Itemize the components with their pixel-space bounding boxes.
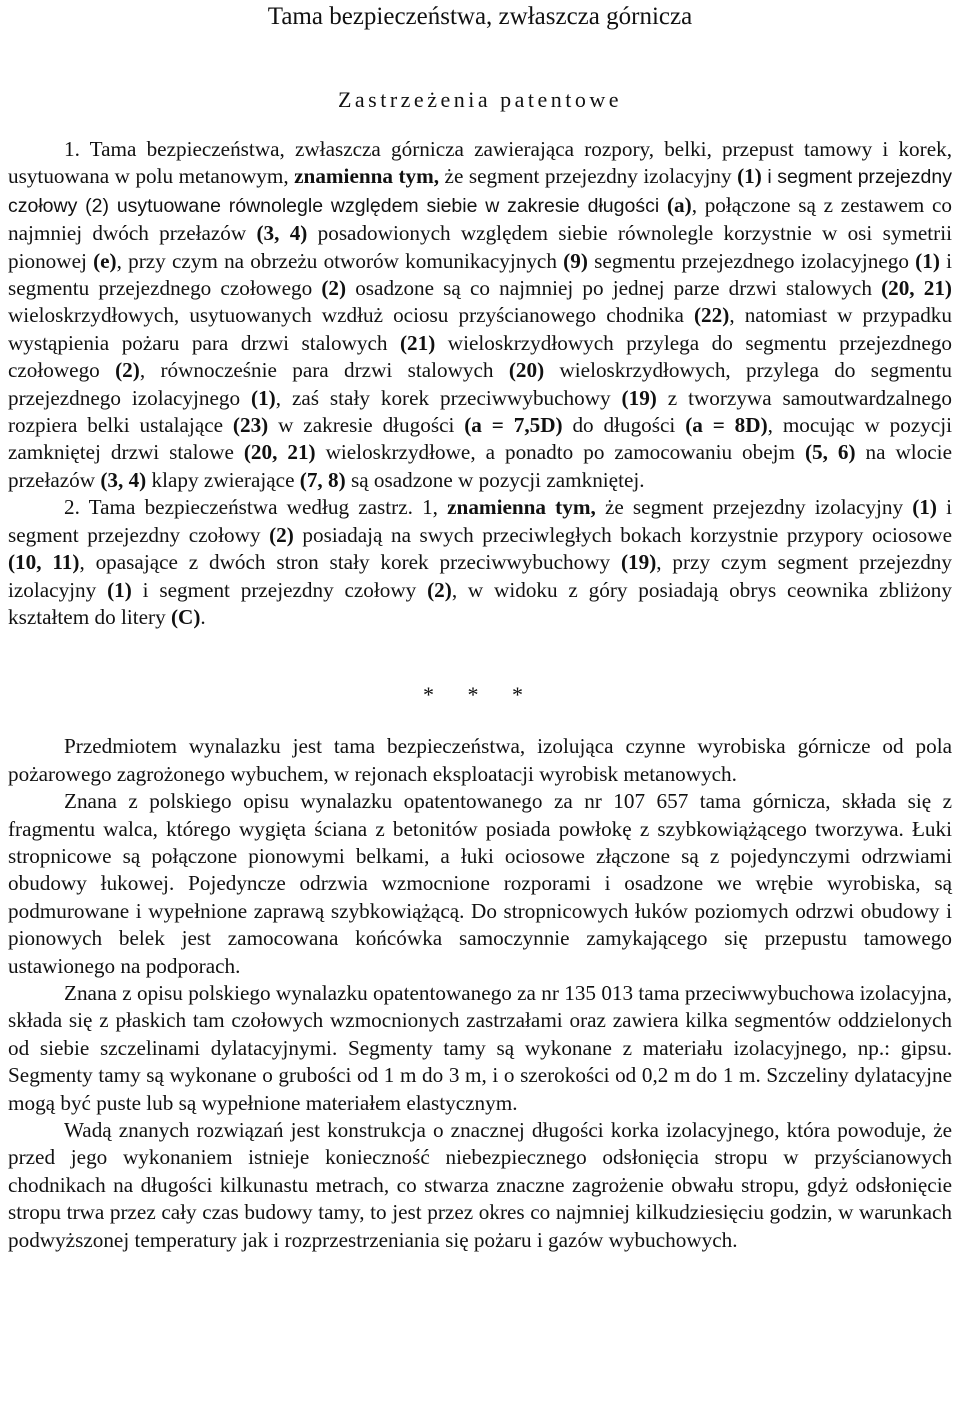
reference-numeral: (5, 6) xyxy=(804,440,856,465)
claim-text: , natomiast w przypadku wystąpienia pożaru para drzwi stalowych xyxy=(8,303,952,355)
claim-text: że segment przejezdny izolacyjny xyxy=(595,495,913,520)
reference-numeral: (19) xyxy=(620,550,657,575)
claim-text: , zaś stały korek przeciwwybuchowy xyxy=(275,385,622,410)
claims-list xyxy=(8,136,952,631)
section-separator: * * * xyxy=(423,682,537,708)
description-section xyxy=(8,733,952,1254)
claim-text: wieloskrzydłowych, usytuowanych wzdłuż ociosu przyścianowego chodnika xyxy=(8,303,694,328)
claim-number: 1. xyxy=(64,137,80,161)
claim-text: wieloskrzydłowych, przylega do segmentu przejezdnego izolacyjnego xyxy=(8,358,953,410)
reference-numeral: znamienna tym, xyxy=(447,495,596,520)
claim-text: do długości xyxy=(562,413,686,438)
description-paragraph: Znana z opisu polskiego wynalazku opatentowanego za nr 135 013 tama przeciwwybuchowa izolacyjna, składa się z płaskich tam czołowych wzmocnionych zastrzałami oraz zawiera kilka segmentów oddzielonych od siebie szczelinami dylatacyjnymi. Segmenty tamy są wykonane z materiału izolacyjnego, np.: gipsu. Segmenty tamy są wykonane o grubości od 1 m do 3 m, i o szerokości od 0,2 m do 1 m. Szczeliny dylatacyjne mogą być puste lub są wypełnione materiałem elastycznym. xyxy=(8,980,952,1115)
reference-numeral: (1) xyxy=(251,385,276,410)
claim-text: , połączone są z zestawem co najmniej dwóch przełazów xyxy=(8,192,952,246)
claim-text: , równocześnie para drzwi stalowych xyxy=(139,358,509,383)
claim-text: wieloskrzydłowe, a ponadto po zamocowaniu obejm xyxy=(315,440,805,465)
reference-numeral: (C) xyxy=(170,604,201,629)
claim-body xyxy=(8,495,952,629)
claim-text: wieloskrzydłowych przylega do segmentu przejezdnego czołowego xyxy=(8,330,953,383)
claim-text: klapy zwierające xyxy=(146,467,300,492)
claim-text: że segment przejezdny izolacyjny xyxy=(439,164,738,189)
claim-text: Tama bezpieczeństwa według zastrz. 1, xyxy=(79,495,448,520)
reference-numeral: (1) xyxy=(737,164,762,189)
claim-text: posadowionych względem siebie równolegle korzystnie w osi symetrii pionowej xyxy=(8,221,953,273)
reference-numeral: (3, 4) xyxy=(100,467,147,492)
reference-numeral: (21) xyxy=(399,330,436,355)
claim-text: . xyxy=(200,604,206,629)
claim-text: są osadzone w pozycji zamkniętej. xyxy=(345,467,645,492)
claim-text: i segment przejezdny czołowy xyxy=(8,495,952,547)
reference-numeral: (e) xyxy=(93,248,117,273)
claim-text: , przy czym segment przejezdny izolacyjny xyxy=(8,550,952,602)
reference-numeral: (20) xyxy=(508,358,545,383)
reference-numeral: znamienna tym, xyxy=(294,164,440,189)
reference-numeral: (1) xyxy=(912,495,937,520)
reference-numeral: (3, 4) xyxy=(256,221,308,246)
claim-text: na wlocie przełazów xyxy=(8,440,952,492)
claim-text: segmentu przejezdnego izolacyjnego xyxy=(587,248,916,273)
reference-numeral: (9) xyxy=(563,248,588,273)
claim-text: i segment przejezdny czołowy (2) usytuowane równolegle względem siebie w zakresie długości xyxy=(8,166,952,217)
claim-text: z tworzywa samoutwardzalnego rozpiera belki ustalające xyxy=(8,385,952,438)
claim-text: w zakresie długości xyxy=(268,413,465,438)
reference-numeral: (1) xyxy=(107,577,132,602)
claim-text: posiadają na swych przeciwległych bokach korzystnie przypory ociosowe xyxy=(293,522,952,547)
claim-number: 2. xyxy=(64,495,80,520)
claim-text: osadzone są co najmniej po jednej parze drzwi stalowych xyxy=(346,276,882,301)
reference-numeral: (22) xyxy=(694,303,730,328)
claim-text: , przy czym na obrzeżu otworów komunikacyjnych xyxy=(116,248,564,273)
claim-body xyxy=(8,137,952,492)
claim-text: , w widoku z góry posiadają obrys ceownika zbliżony kształtem do litery xyxy=(8,577,952,629)
reference-numeral: (2) xyxy=(115,358,140,383)
claim-text: i segment przejezdny czołowy xyxy=(131,577,428,602)
claim-text: , mocując w pozycji zamkniętej drzwi stalowe xyxy=(8,413,952,465)
reference-numeral: (10, 11) xyxy=(8,550,80,575)
document-title: Tama bezpieczeństwa, zwłaszcza górnicza xyxy=(267,3,693,30)
reference-numeral: (7, 8) xyxy=(299,467,346,492)
claims-heading: Zastrzeżenia patentowe xyxy=(337,87,623,112)
reference-numeral: (2) xyxy=(269,522,294,547)
reference-numeral: (20, 21) xyxy=(243,440,316,465)
claim-text: , opasające z dwóch stron stały korek przeciwwybuchowy xyxy=(79,550,621,575)
reference-numeral: (23) xyxy=(232,413,269,438)
reference-numeral: (20, 21) xyxy=(881,276,952,301)
reference-numeral: (a) xyxy=(666,192,692,217)
reference-numeral: (2) xyxy=(321,276,347,301)
description-paragraph: Przedmiotem wynalazku jest tama bezpieczeństwa, izolująca czynne wyrobiska górnicze od pola pożarowego zagrożonego wybuchem, w rejonach eksploatacji wyrobisk metanowych. xyxy=(8,734,952,786)
description-paragraph: Wadą znanych rozwiązań jest konstrukcja o znacznej długości korka izolacyjnego, która powoduje, że przed jego wykonaniem istnieje konieczność niebezpiecznego odsłonięcia stropu w przyścianowych chodnikach na długości kilkunastu metrach, co stwarza znaczne zagrożenie obwału stropu, gdyż odsłonięcie stropu trwa przez cały czas budowy tamy, to jest przez okres co najmniej kilkudziesięciu godzin, w warunkach podwyższonej temperatury jak i rozprzestrzeniania się pożaru i gazów wybuchowych. xyxy=(8,1118,952,1252)
claim-2 xyxy=(8,494,952,631)
reference-numeral: (a = 7,5D) xyxy=(464,413,563,438)
description-paragraph: Znana z polskiego opisu wynalazku opatentowanego za nr 107 657 tama górnicza, składa się z fragmentu walca, którego wygięta ściana z betonitów posiada powłokę z szybkowiążącego tworzywa. Łuki stropnicowe są połączone pionowymi belkami, a łuki ociosowe złączone są z pojedynczymi odrzwiami obudowy łukowej. Pojedyncze odrzwia wzmocnione rozporami i osadzone we wrębie wyrobiska, są podmurowane i wypełnione zaprawą szybkowiążącą. Do stropnicowych łuków poziomych odrzwi obudowy i pionowych belek jest zamocowana końcówka samoczynnie zamykającego się przepustu tamowego ustawionego na podporach. xyxy=(8,789,952,978)
reference-numeral: (2) xyxy=(427,577,452,602)
claim-text: Tama bezpieczeństwa, zwłaszcza górnicza zawierająca rozpory, belki, przepust tamowy i korek, usytuowana w polu metanowym, xyxy=(8,137,952,189)
reference-numeral: (a = 8D) xyxy=(685,413,768,438)
claim-1 xyxy=(8,136,952,494)
reference-numeral: (1) xyxy=(915,248,940,273)
reference-numeral: (19) xyxy=(621,385,657,410)
claim-text: i segmentu przejezdnego czołowego xyxy=(8,248,952,301)
